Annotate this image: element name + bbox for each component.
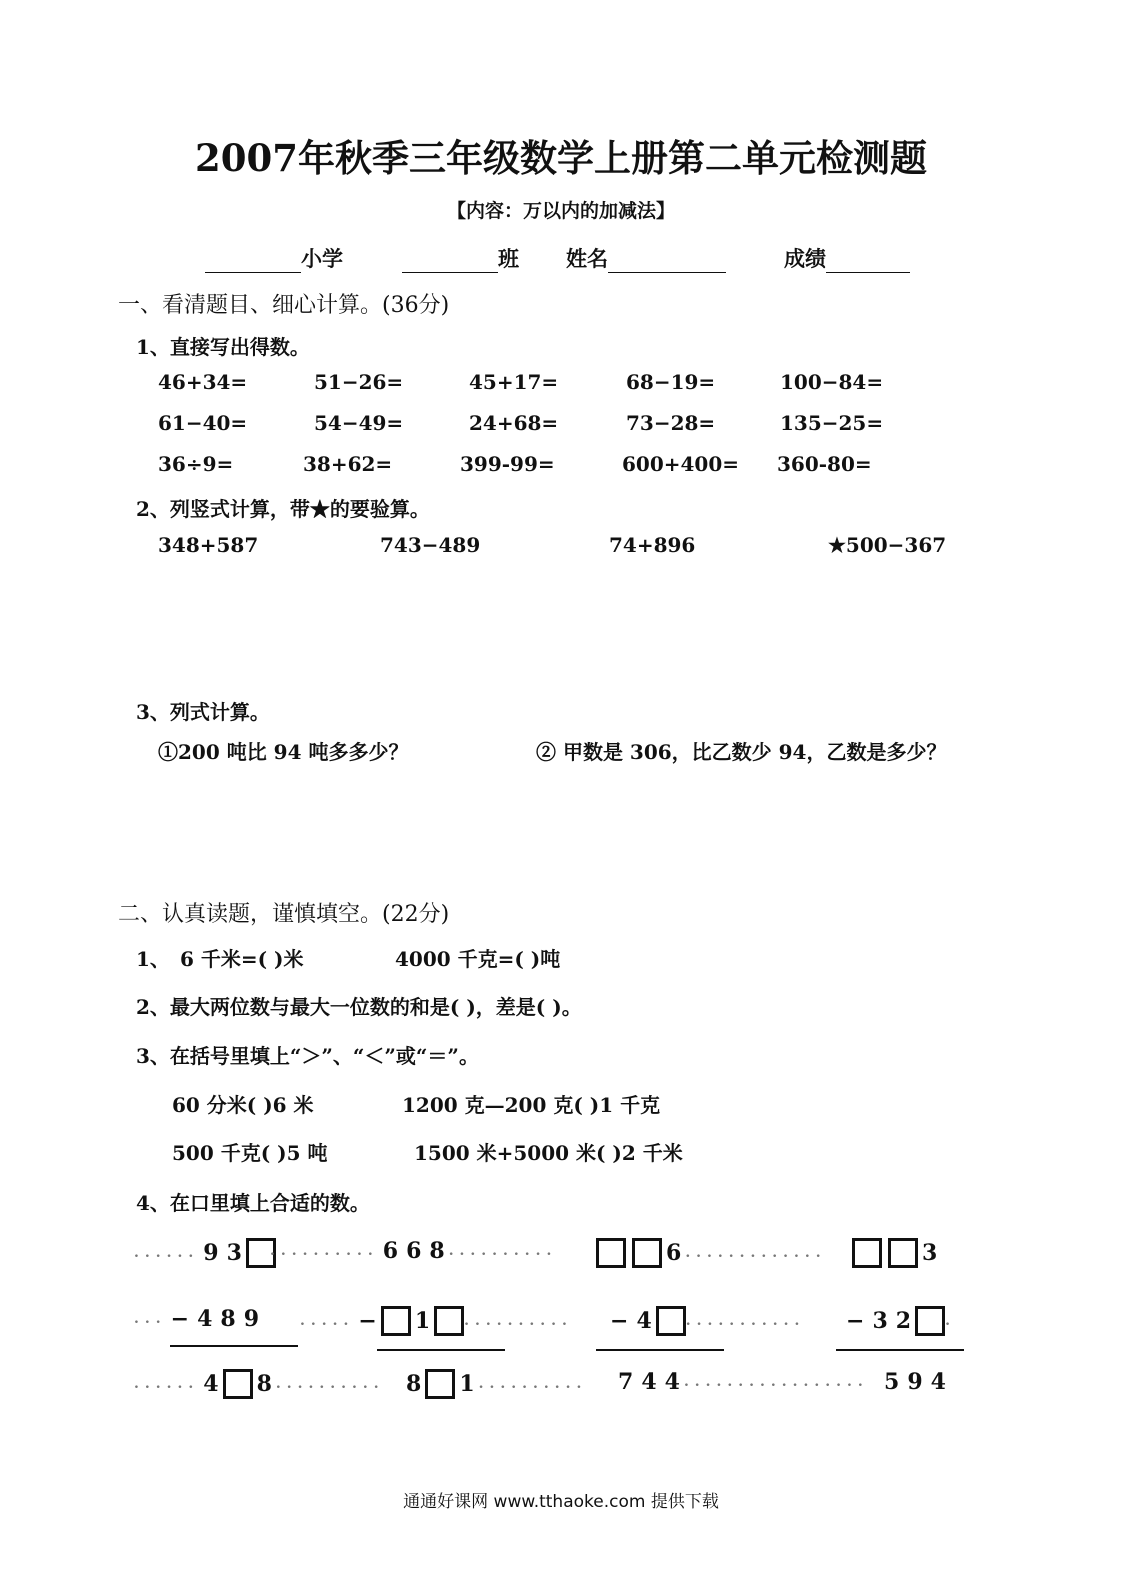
s2-q1-num: 1、	[136, 947, 170, 971]
answer-box[interactable]	[434, 1306, 464, 1336]
digit: 3	[872, 1308, 888, 1334]
answer-box[interactable]	[632, 1238, 662, 1268]
digit: 4	[203, 1371, 219, 1397]
vertical-calc-item: 74+896	[609, 533, 696, 557]
digit: 8	[429, 1238, 445, 1264]
calc-item: 68−19=	[626, 370, 716, 394]
calc-item: 100−84=	[780, 370, 884, 394]
calc-item: 360-80=	[777, 452, 872, 476]
digit: 5	[884, 1369, 900, 1395]
digit: 4	[641, 1369, 657, 1395]
page-subtitle: 【内容：万以内的加减法】	[446, 200, 675, 222]
leader-dots: ..........	[448, 1243, 558, 1259]
result-line	[170, 1345, 298, 1347]
digit: 3	[226, 1240, 242, 1266]
minus-sign: −	[846, 1308, 865, 1334]
leader-dots: ...........	[685, 1313, 806, 1329]
puzzle2-bot	[402, 1369, 587, 1399]
s1-q1-label: 1、直接写出得数。	[136, 335, 310, 359]
puzzle3-bot	[614, 1369, 869, 1395]
s2-q4-label: 4、在口里填上合适的数。	[136, 1191, 370, 1215]
name-blank	[608, 248, 726, 273]
digit: 6	[666, 1240, 682, 1266]
page-title: 2007年秋季三年级数学上册第二单元检测题	[195, 136, 927, 180]
digit: 3	[922, 1240, 938, 1266]
word-problem-2: ② 甲数是 306，比乙数少 94，乙数是多少？	[536, 740, 947, 764]
name-field	[566, 243, 726, 273]
leader-dots: ......	[134, 1245, 200, 1261]
score-field	[784, 243, 910, 273]
leader-dots: ..........	[275, 1376, 385, 1392]
answer-box[interactable]	[915, 1306, 945, 1336]
digit: 4	[664, 1369, 680, 1395]
answer-box[interactable]	[656, 1306, 686, 1336]
compare-item: 1200 克—200 克( )1 千克	[402, 1093, 661, 1117]
class-field	[402, 243, 519, 273]
class-blank	[402, 248, 498, 273]
leader-dots: ...	[134, 1311, 167, 1327]
puzzle4-top	[852, 1238, 941, 1268]
puzzle2-mid	[300, 1306, 573, 1336]
result-line	[836, 1349, 964, 1351]
name-label: 姓名	[566, 246, 608, 271]
digit: 1	[459, 1371, 475, 1397]
score-blank	[826, 248, 910, 273]
calc-item: 600+400=	[622, 452, 740, 476]
answer-box[interactable]	[888, 1238, 918, 1268]
s2-q2: 2、最大两位数与最大一位数的和是( )，差是( )。	[136, 995, 582, 1019]
word-problem-1: ①200 吨比 94 吨多多少？	[158, 740, 409, 764]
leader-dots: .............	[685, 1245, 827, 1261]
score-label: 成绩	[784, 246, 826, 271]
calc-item: 54−49=	[314, 411, 404, 435]
leader-dots: .....	[300, 1313, 355, 1329]
digit: 4	[636, 1308, 652, 1334]
leader-dots: ..........	[478, 1376, 588, 1392]
school-label: 小学	[301, 246, 343, 271]
digit: 7	[618, 1369, 634, 1395]
compare-item: 60 分米( )6 米	[172, 1093, 314, 1117]
digit: 2	[895, 1308, 912, 1334]
digit: 9	[243, 1306, 259, 1332]
minus-sign: −	[358, 1308, 377, 1334]
puzzle4-bot	[880, 1369, 950, 1395]
answer-box[interactable]	[381, 1306, 411, 1336]
leader-dots: ..........	[270, 1243, 379, 1259]
digit: 8	[256, 1371, 272, 1397]
calc-item: 24+68=	[469, 411, 559, 435]
calc-item: 73−28=	[626, 411, 716, 435]
answer-box[interactable]	[223, 1369, 253, 1399]
digit: 6	[406, 1238, 422, 1264]
calc-item: 38+62=	[303, 452, 393, 476]
puzzle1-mid	[134, 1306, 263, 1332]
calc-item: 51−26=	[314, 370, 404, 394]
puzzle3-mid	[606, 1306, 805, 1336]
digit: 1	[414, 1308, 431, 1334]
vertical-calc-item: 348+587	[158, 533, 259, 557]
digit: 8	[220, 1306, 236, 1332]
answer-box[interactable]	[596, 1238, 626, 1268]
calc-item: 61−40=	[158, 411, 248, 435]
s2-q3-label: 3、在括号里填上“＞”、“＜”或“＝”。	[136, 1044, 479, 1068]
s1-q3-label: 3、列式计算。	[136, 700, 270, 724]
digit: 9	[907, 1369, 923, 1395]
calc-item: 36÷9=	[158, 452, 234, 476]
puzzle4-mid	[842, 1306, 956, 1336]
school-blank	[205, 248, 301, 273]
minus-sign: −	[170, 1306, 190, 1332]
vertical-calc-item: ★500−367	[828, 533, 947, 557]
compare-item: 500 千克( )5 吨	[172, 1141, 328, 1165]
s2-q1-b: 4000 千克=( )吨	[395, 947, 561, 971]
answer-box[interactable]	[425, 1369, 455, 1399]
result-line	[377, 1349, 505, 1351]
puzzle1-top	[134, 1238, 276, 1268]
result-line	[596, 1349, 724, 1351]
calc-item: 399-99=	[460, 452, 555, 476]
puzzle3-top	[596, 1238, 827, 1268]
vertical-calc-item: 743−489	[380, 533, 481, 557]
minus-sign: −	[610, 1308, 629, 1334]
digit: 9	[203, 1240, 219, 1266]
calc-item: 135−25=	[780, 411, 884, 435]
school-field	[205, 243, 343, 273]
section1-heading: 一、看清题目、细心计算。(36分)	[118, 293, 450, 318]
digit: 4	[197, 1306, 213, 1332]
answer-box[interactable]	[852, 1238, 882, 1268]
s2-q1-a: 6 千米=( )米	[180, 947, 304, 971]
leader-dots: ..........	[464, 1313, 573, 1329]
class-label: 班	[498, 246, 519, 271]
digit: 6	[382, 1238, 399, 1264]
calc-item: 46+34=	[158, 370, 248, 394]
compare-item: 1500 米+5000 米( )2 千米	[414, 1141, 683, 1165]
digit: 4	[930, 1369, 946, 1395]
leader-dots: .................	[683, 1374, 869, 1390]
digit: 8	[406, 1371, 422, 1397]
page-footer: 通通好课网 www.tthaoke.com 提供下载	[403, 1492, 719, 1512]
puzzle1-bot	[134, 1369, 385, 1399]
leader-dots: ......	[134, 1376, 200, 1392]
leader-dots: .	[945, 1313, 956, 1329]
section2-heading: 二、认真读题，谨慎填空。(22分)	[118, 902, 450, 927]
calc-item: 45+17=	[469, 370, 559, 394]
s1-q2-label: 2、列竖式计算，带★的要验算。	[136, 497, 430, 521]
puzzle2-top	[270, 1238, 557, 1264]
